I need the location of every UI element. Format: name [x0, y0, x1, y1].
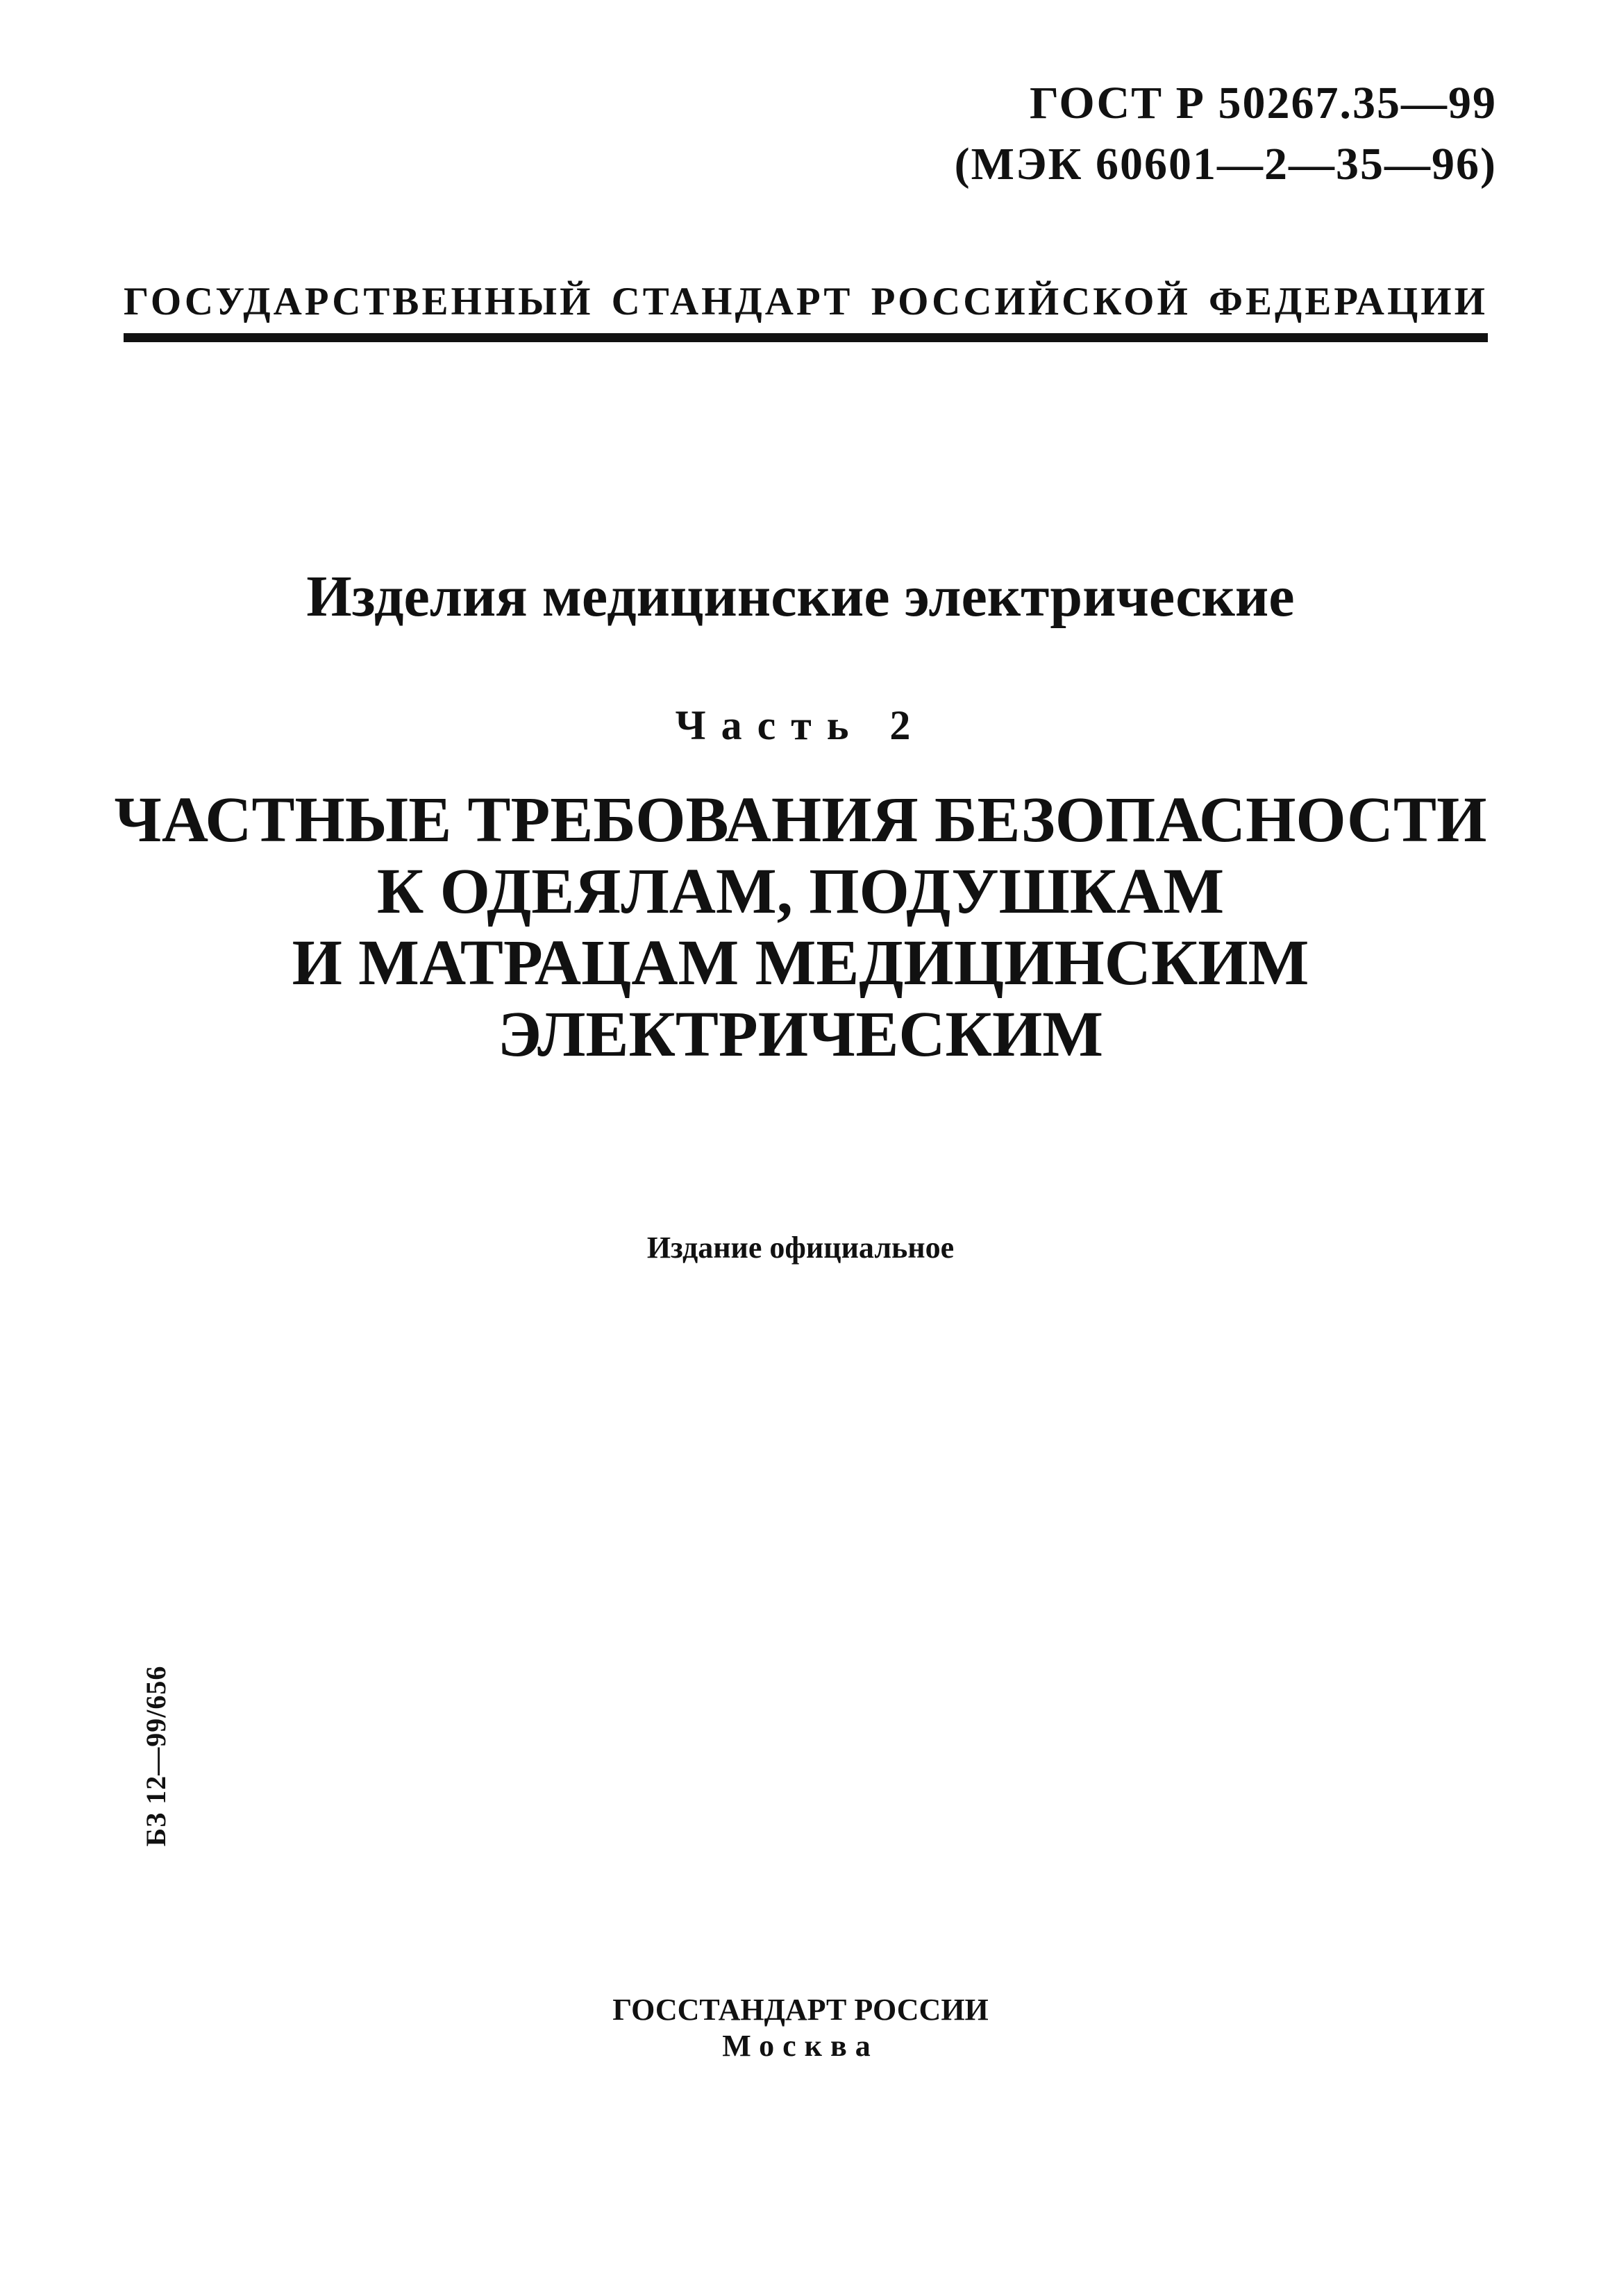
- product-title: Изделия медицинские электрические: [306, 564, 1295, 629]
- heading-rule: [124, 333, 1488, 342]
- main-title: [0, 784, 1601, 1070]
- side-code: БЗ 12—99/656: [140, 1665, 171, 1847]
- state-standard-word: РОССИЙСКОЙ: [871, 280, 1191, 323]
- main-title-line: И МАТРАЦАМ МЕДИЦИНСКИМ: [292, 927, 1309, 999]
- part-label: Часть 2: [675, 702, 926, 748]
- document-designation: [955, 73, 1497, 195]
- iec-code: (МЭК 60601—2—35—96): [954, 139, 1497, 189]
- city: Москва: [722, 2029, 879, 2063]
- gost-code: ГОСТ Р 50267.35—99: [1030, 78, 1497, 128]
- main-title-line: К ОДЕЯЛАМ, ПОДУШКАМ: [376, 856, 1225, 927]
- main-title-line: ЭЛЕКТРИЧЕСКИМ: [497, 999, 1104, 1070]
- publisher: ГОССТАНДАРТ РОССИИ: [612, 1993, 989, 2027]
- state-standard-word: ГОСУДАРСТВЕННЫЙ: [124, 280, 594, 323]
- state-standard-word: ФЕДЕРАЦИИ: [1209, 280, 1488, 323]
- edition-note: Издание официальное: [646, 1231, 955, 1265]
- state-standard-word: СТАНДАРТ: [611, 280, 853, 323]
- state-standard-heading: [124, 278, 1488, 326]
- main-title-line: ЧАСТНЫЕ ТРЕБОВАНИЯ БЕЗОПАСНОСТИ: [114, 784, 1487, 856]
